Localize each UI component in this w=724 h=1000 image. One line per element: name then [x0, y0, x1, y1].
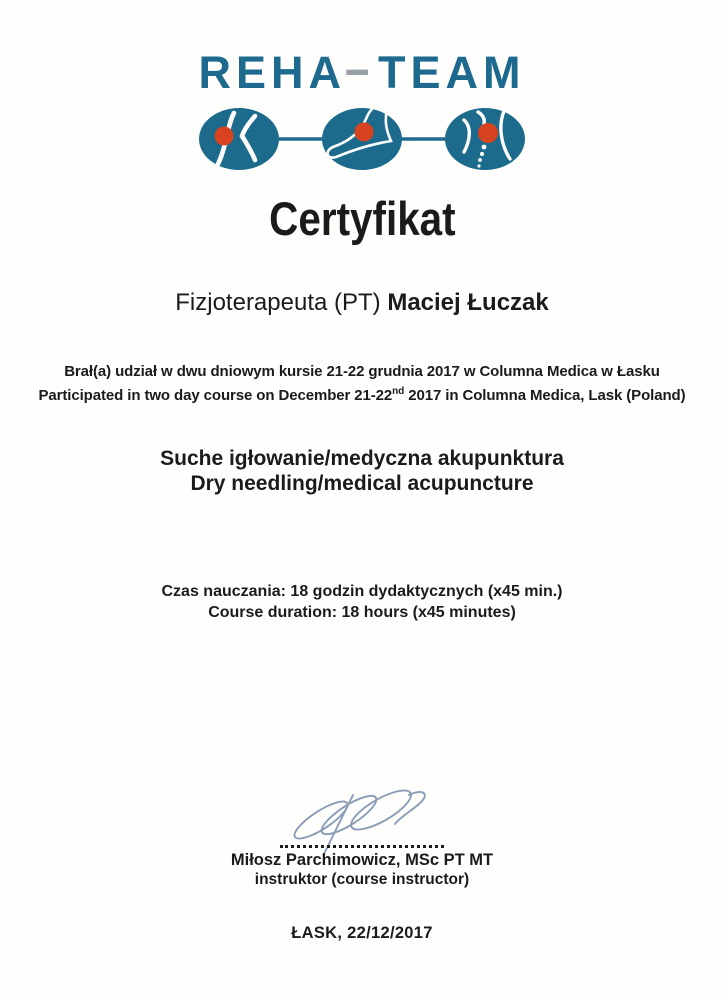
spine-icon: [445, 108, 525, 170]
wordmark-dash-icon: -: [343, 43, 381, 94]
signature-scribble: [247, 782, 497, 860]
recipient-prefix: Fizjoterapeuta (PT): [175, 289, 388, 316]
foot-icon: [322, 108, 402, 170]
ordinal-superscript: nd: [392, 386, 405, 397]
logo-icons: [192, 98, 532, 180]
knee-icon: [199, 108, 279, 170]
wordmark-reha: REHA: [198, 47, 346, 98]
course-title-en: Dry needling/medical acupuncture: [190, 472, 534, 495]
logo-wordmark: [0, 43, 724, 98]
duration-line-pl: Czas nauczania: 18 godzin dydaktycznych (x45 min.): [161, 583, 563, 600]
wordmark-team: TEAM: [378, 47, 526, 98]
duration-line-en: Course duration: 18 hours (x45 minutes): [208, 604, 516, 621]
signatory-name: Miłosz Parchimowicz, MSc PT MT: [230, 851, 494, 869]
duration-block: [0, 581, 724, 623]
participation-line-en: Participated in two day course on December 21-22nd 2017 in Columna Medica, Lask (Poland): [38, 386, 686, 404]
recipient-line: [0, 289, 724, 317]
place-date: ŁASK, 22/12/2017: [291, 924, 433, 942]
course-title-pl: Suche igłowanie/medyczna akupunktura: [160, 447, 564, 470]
participation-block: [0, 362, 724, 406]
certificate-title: Certyfikat: [268, 192, 456, 245]
course-title-block: [0, 446, 724, 496]
participation-line-pl: Brał(a) udział w dwu dniowym kursie 21-22 grudnia 2017 w Columna Medica w Łasku: [64, 363, 660, 380]
signature-dotted-line: [280, 831, 444, 848]
signatory-role: instruktor (course instructor): [254, 871, 470, 888]
recipient-name: Maciej Łuczak: [387, 289, 549, 316]
